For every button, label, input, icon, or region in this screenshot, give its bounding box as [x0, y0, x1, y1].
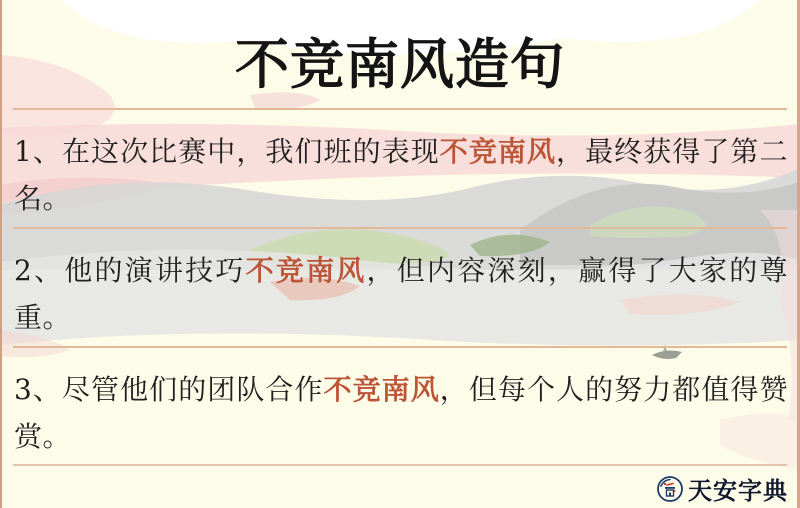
sentence-1-number: 1、 [14, 135, 62, 168]
sentence-2 [14, 247, 788, 341]
sentence-2-before: 他的演讲技巧 [64, 254, 246, 287]
sentence-3-number: 3、 [14, 373, 62, 406]
sentence-1-idiom-highlight: 不竞南风 [439, 135, 557, 168]
sentence-2-after: ，但内容深刻，赢得了大家的尊重。 [14, 254, 788, 334]
sentence-1-after: ，最终获得了第二名。 [14, 135, 788, 215]
brand-footer [656, 471, 788, 506]
sentence-3 [14, 366, 788, 460]
brand-name: 天安字典 [688, 476, 788, 505]
page-title: 不竞南风造句 [235, 32, 565, 96]
sentence-1-before: 在这次比赛中，我们班的表现 [61, 135, 440, 168]
divider-after-sentence-1 [13, 227, 787, 229]
divider-under-title [13, 108, 787, 110]
divider-footer [13, 464, 787, 466]
sentence-1 [14, 128, 788, 222]
sentence-3-after: ，但每个人的努力都值得赞赏。 [14, 373, 788, 453]
sentence-2-number: 2、 [14, 254, 65, 287]
tianan-dictionary-seal-icon [656, 475, 684, 503]
divider-after-sentence-2 [13, 346, 787, 348]
sentence-3-idiom-highlight: 不竞南风 [323, 373, 440, 406]
sentence-2-idiom-highlight: 不竞南风 [245, 254, 367, 287]
sentence-3-before: 尽管他们的团队合作 [61, 373, 324, 406]
